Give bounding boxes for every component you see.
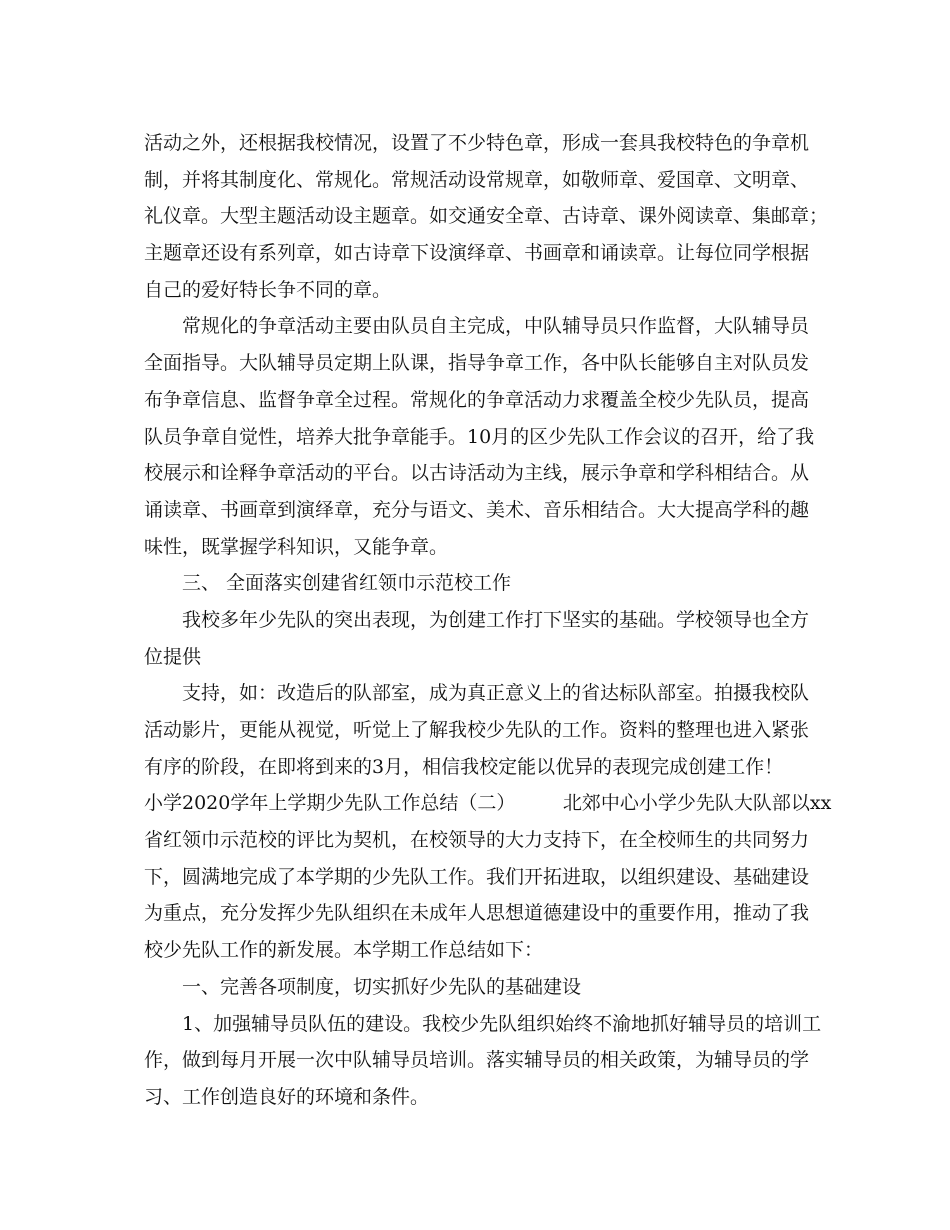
document-line: 诵读章、书画章到演绎章，充分与语文、美术、音乐相结合。大大提高学科的趣 xyxy=(144,498,810,521)
document-line: 活动影片，更能从视觉，听觉上了解我校少先队的工作。资料的整理也进入紧张 xyxy=(144,719,810,741)
document-line: 制，并将其制度化、常规化。常规活动设常规章，如敬师章、爱国章、文明章、 xyxy=(144,168,810,191)
document-line: 常规化的争章活动主要由队员自主完成，中队辅导员只作监督，大队辅导员 xyxy=(182,315,810,338)
document-line: 校少先队工作的新发展。本学期工作总结如下： xyxy=(144,939,544,962)
document-line: 全面指导。大队辅导员定期上队课，指导争章工作，各中队长能够自主对队员发 xyxy=(144,352,810,375)
document-line: 下，圆满地完成了本学期的少先队工作。我们开拓进取，以组织建设、基础建设 xyxy=(144,865,810,888)
document-line: 1、加强辅导员队伍的建设。我校少先队组织始终不渝地抓好辅导员的培训工 xyxy=(182,1012,822,1035)
document-line: 为重点，充分发挥少先队组织在未成年人思想道德建设中的重要作用，推动了我 xyxy=(144,902,810,925)
document-line: 省红领巾示范校的评比为契机，在校领导的大力支持下，在全校师生的共同努力 xyxy=(144,829,810,852)
document-line: 有序的阶段，在即将到来的3月，相信我校定能以优异的表现完成创建工作！ xyxy=(144,755,784,778)
document-body xyxy=(144,125,832,1116)
document-line: 我校多年少先队的突出表现，为创建工作打下坚实的基础。学校领导也全方 xyxy=(182,608,810,631)
document-line: 校展示和诠释争章活动的平台。以古诗活动为主线，展示争章和学科相结合。从 xyxy=(144,462,810,485)
document-line: 三、 全面落实创建省红领巾示范校工作 xyxy=(182,572,512,595)
document-line: 主题章还设有系列章，如古诗章下设演绎章、书画章和诵读章。让每位同学根据 xyxy=(144,242,810,265)
document-line: 一、完善各项制度，切实抓好少先队的基础建设 xyxy=(182,975,582,998)
document-line: 礼仪章。大型主题活动设主题章。如交通安全章、古诗章、课外阅读章、集邮章； xyxy=(144,205,829,228)
document-line: 作，做到每月开展一次中队辅导员培训。落实辅导员的相关政策，为辅导员的学 xyxy=(144,1049,810,1072)
document-line: 习、工作创造良好的环境和条件。 xyxy=(144,1085,430,1108)
document-line: 小学2020学年上学期少先队工作总结（二） 北郊中心小学少先队大队部以xx xyxy=(144,792,832,815)
document-line: 活动之外，还根据我校情况，设置了不少特色章，形成一套具我校特色的争章机 xyxy=(144,132,810,154)
document-line: 布争章信息、监督争章全过程。常规化的争章活动力求覆盖全校少先队员，提高 xyxy=(144,388,810,411)
document-line: 位提供 xyxy=(144,645,202,668)
document-line: 味性，既掌握学科知识，又能争章。 xyxy=(144,535,449,558)
document-line: 队员争章自觉性，培养大批争章能手。10月的区少先队工作会议的召开，给了我 xyxy=(144,425,815,448)
document-line: 支持，如：改造后的队部室，成为真正意义上的省达标队部室。拍摄我校队 xyxy=(182,682,810,705)
document-line: 自己的爱好特长争不同的章。 xyxy=(144,278,392,301)
